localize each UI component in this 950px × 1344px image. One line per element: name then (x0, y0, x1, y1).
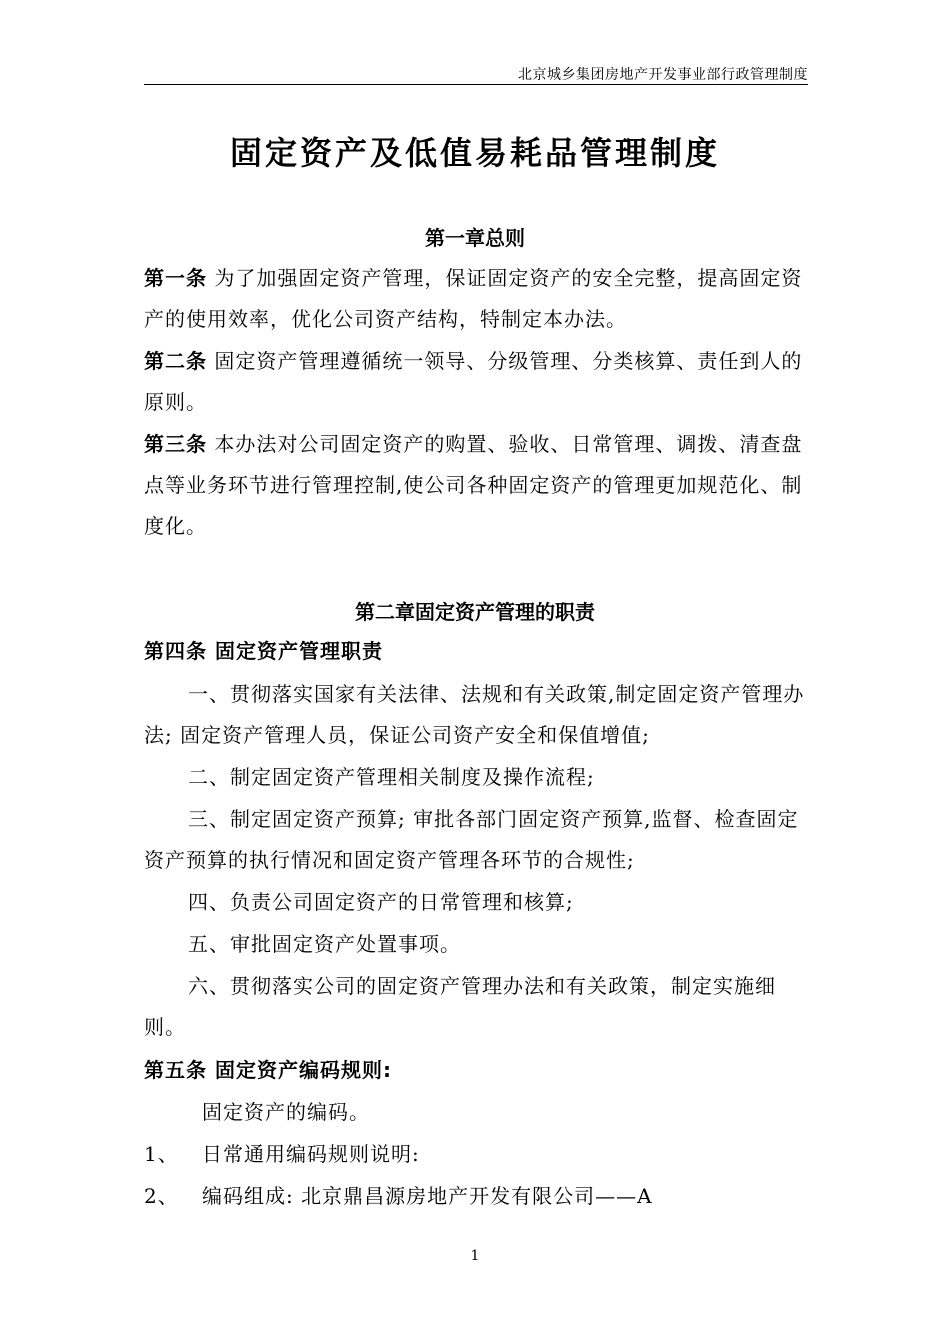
duty-item: 二、制定固定资产管理相关制度及操作流程; (188, 765, 595, 789)
page-number: 1 (470, 1248, 480, 1264)
running-header: 北京城乡集团房地产开发事业部行政管理制度 (518, 67, 808, 83)
article-1-label: 第一条 (144, 266, 207, 290)
duty-item: 三、制定固定资产预算; 审批各部门固定资产预算,监督、检查固定资产预算的执行情况和固定资产管理各环节的合规性; (144, 807, 799, 872)
article-3-label: 第三条 (144, 432, 207, 456)
article-4-heading: 第四条 固定资产管理职责 (144, 639, 383, 663)
header-rule (144, 84, 808, 85)
duty-item: 四、负责公司固定资产的日常管理和核算; (188, 890, 574, 914)
chapter-1-heading: 第一章总则 (425, 226, 525, 250)
document-title: 固定资产及低值易耗品管理制度 (229, 134, 720, 172)
chapter-2-heading: 第二章固定资产管理的职责 (355, 600, 595, 624)
article-2 (144, 341, 808, 423)
list-item-text: 日常通用编码规则说明: (202, 1142, 420, 1166)
list-item (144, 1134, 420, 1175)
article-1 (144, 258, 808, 340)
article-3-text: 本办法对公司固定资产的购置、验收、日常管理、调拨、清查盘点等业务环节进行管理控制,使公司各种固定资产的管理更加规范化、制度化。 (144, 432, 803, 538)
list-item-number: 2、 (144, 1184, 179, 1208)
list-item-text: 编码组成: 北京鼎昌源房地产开发有限公司——A (202, 1184, 653, 1208)
list-item (144, 1176, 653, 1217)
article-2-label: 第二条 (144, 349, 207, 373)
article-2-text: 固定资产管理遵循统一领导、分级管理、分类核算、责任到人的原则。 (144, 349, 803, 414)
article-5-heading: 第五条 固定资产编码规则: (144, 1058, 392, 1082)
article-3 (144, 424, 808, 547)
list-item-number: 1、 (144, 1142, 179, 1166)
coding-intro: 固定资产的编码。 (202, 1100, 370, 1124)
duty-item: 一、贯彻落实国家有关法律、法规和有关政策,制定固定资产管理办法; 固定资产管理人员，保证公司资产安全和保值增值; (144, 682, 805, 747)
article-1-text: 为了加强固定资产管理，保证固定资产的安全完整，提高固定资产的使用效率，优化公司资产结构，特制定本办法。 (144, 266, 803, 331)
duty-item: 六、贯彻落实公司的固定资产管理办法和有关政策，制定实施细则。 (144, 974, 776, 1039)
duty-item: 五、审批固定资产处置事项。 (188, 932, 461, 956)
